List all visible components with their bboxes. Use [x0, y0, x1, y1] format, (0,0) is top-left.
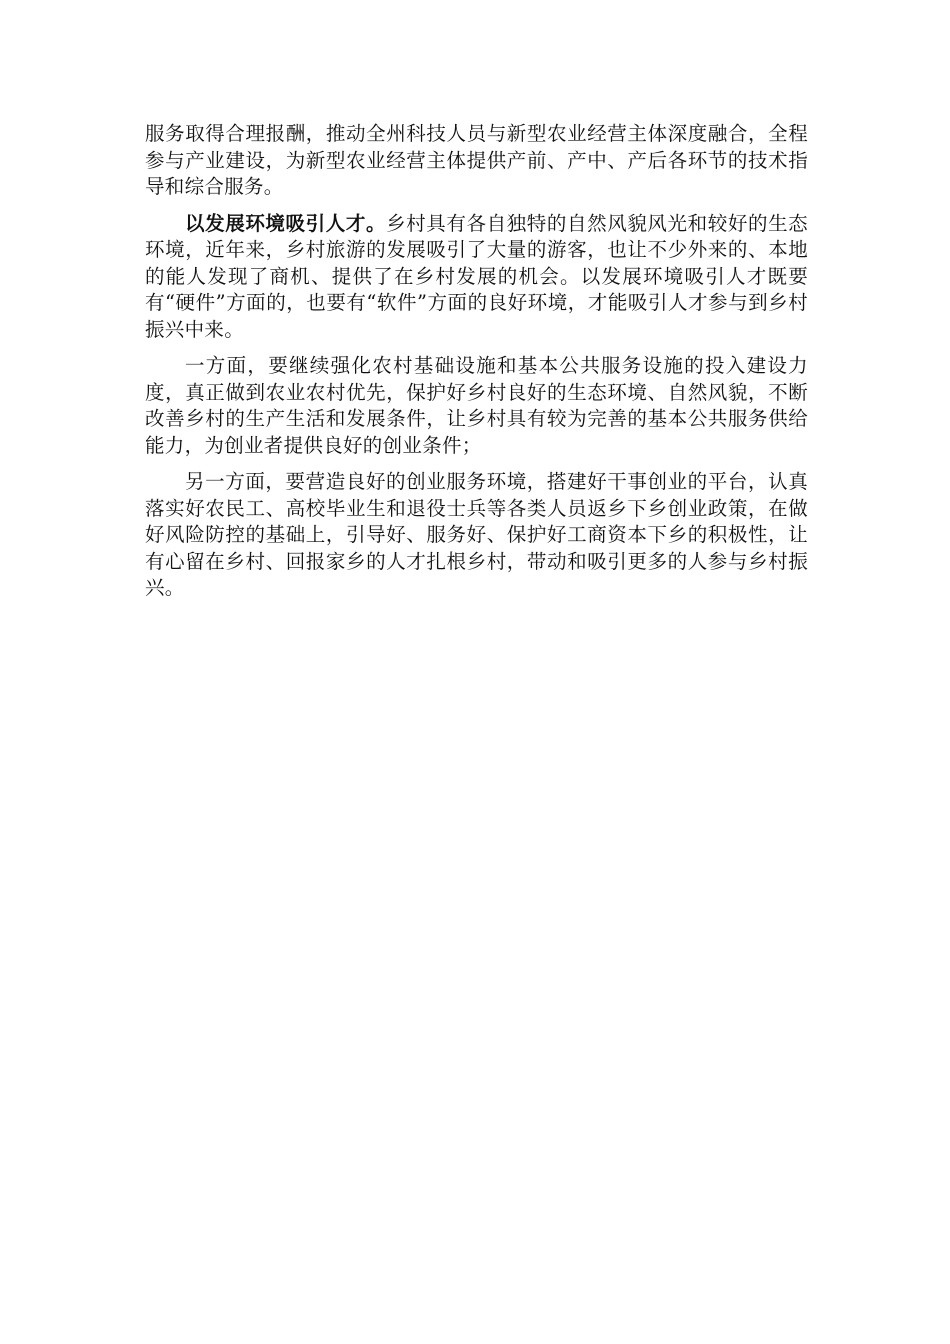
paragraph-continuation	[145, 121, 808, 201]
paragraph-text: 乡村具有各自独特的自然风貌风光和较好的生态环境，近年来，乡村旅游的发展吸引了大量的游客，也让不少外来的、本地的能人发现了商机、提供了在乡村发展的机会。以发展环境吸引人才既要有“硬件”方面的，也要有“软件”方面的良好环境，才能吸引人才参与到乡村振兴中来。	[145, 211, 808, 341]
paragraph-text: 一方面，要继续强化农村基础设施和基本公共服务设施的投入建设力度，真正做到农业农村优先，保护好乡村良好的生态环境、自然风貌，不断改善乡村的生产生活和发展条件，让乡村具有较为完善的基本公共服务供给能力，为创业者提供良好的创业条件；	[145, 354, 808, 457]
paragraph-talent-environment	[145, 211, 808, 344]
paragraph-text: 服务取得合理报酬，推动全州科技人员与新型农业经营主体深度融合，全程参与产业建设，为新型农业经营主体提供产前、产中、产后各环节的技术指导和综合服务。	[145, 122, 808, 198]
document-body	[145, 121, 808, 602]
paragraph-lead-heading: 以发展环境吸引人才。	[185, 211, 387, 235]
paragraph-text: 另一方面，要营造良好的创业服务环境，搭建好干事创业的平台，认真落实好农民工、高校毕业生和退役士兵等各类人员返乡下乡创业政策，在做好风险防控的基础上，引导好、服务好、保护好工商资本下乡的积极性，让有心留在乡村、回报家乡的人才扎根乡村，带动和吸引更多的人参与乡村振兴。	[145, 470, 808, 599]
paragraph-infrastructure	[145, 353, 808, 459]
paragraph-entrepreneurship	[145, 469, 808, 602]
